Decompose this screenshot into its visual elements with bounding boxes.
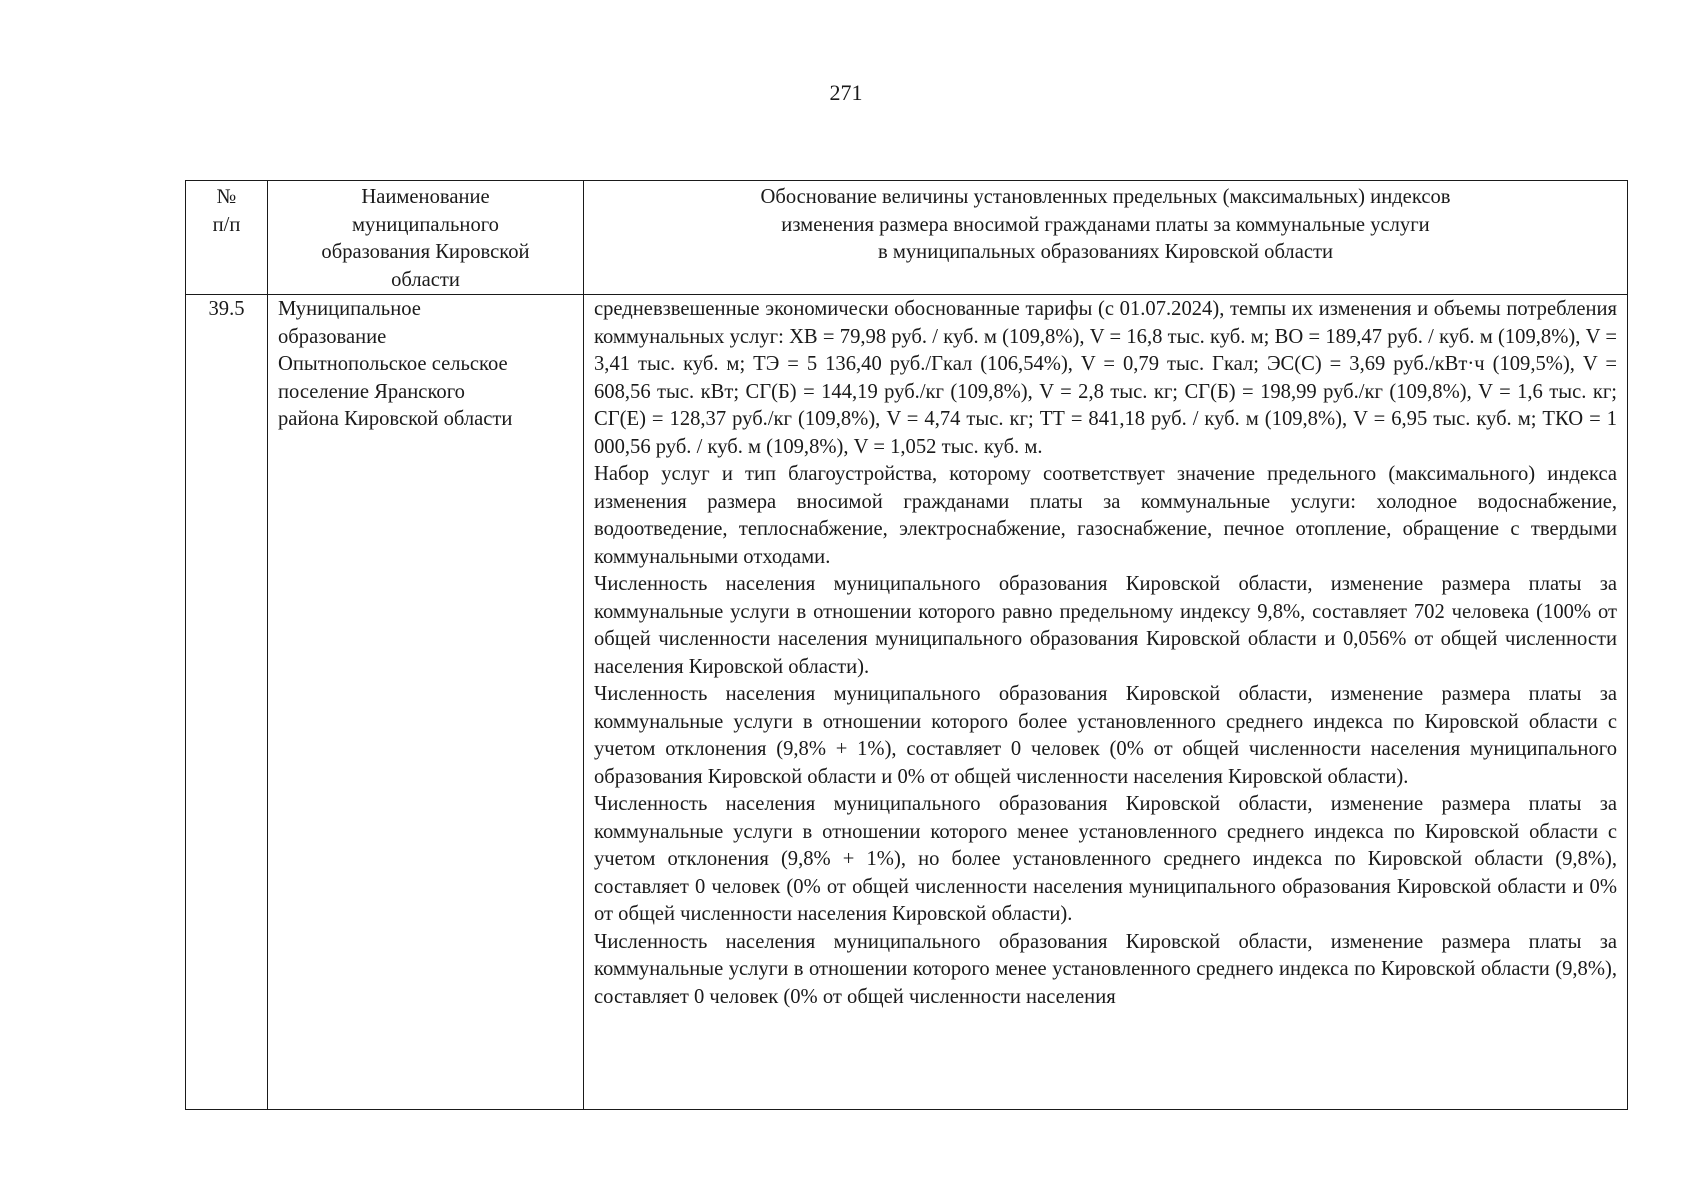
header-name-line: муниципального xyxy=(352,213,499,236)
header-number xyxy=(186,181,268,295)
header-name-line: области xyxy=(391,268,460,291)
table-header-row xyxy=(186,181,1628,295)
municipality-name-line: района Кировской области xyxy=(278,408,513,430)
population-equal-index-paragraph: Численность населения муниципального образования Кировской области, изменение размера платы за коммунальные услуги в отношении которого равно предельному индексу 9,8%, составляет 702 человека (100% от общей численности населения муниципального образования Кировской области и 0,056% от общей численности населения Кировской области). xyxy=(594,573,1617,678)
header-number-line: п/п xyxy=(212,213,241,236)
header-justification xyxy=(584,181,1628,295)
municipality-name-line: Муниципальное xyxy=(278,298,421,320)
header-justification-line: в муниципальных образованиях Кировской области xyxy=(877,241,1334,263)
municipality-name-line: образование xyxy=(278,325,387,348)
row-justification-text xyxy=(584,295,1628,1110)
header-number-line: № xyxy=(216,186,237,208)
municipality-name-line: Опытнопольское сельское xyxy=(278,353,508,375)
header-name-line: образования Кировской xyxy=(321,241,530,263)
header-justification-line: Обоснование величины установленных предельных (максимальных) индексов xyxy=(760,186,1451,208)
header-justification-line: изменения размера вносимой гражданами платы за коммунальные услуги xyxy=(781,213,1430,236)
tariffs-paragraph: средневзвешенные экономически обоснованные тарифы (с 01.07.2024), темпы их изменения и объемы потребления коммунальных услуг: ХВ = 79,98 руб. / куб. м (109,8%), V = 16,8 тыс. куб. м; ВО = 189,47 руб. / куб. м (109,8%), V = 3,41 тыс. куб. м; ТЭ = 5 136,40 руб./Гкал (106,54%), V = 0,79 тыс. Гкал; ЭС(С) = 3,69 руб./кВт·ч (109,5%), V = 608,56 тыс. кВт; СГ(Б) = 144,19 руб./кг (109,8%), V = 2,8 тыс. кг; СГ(Б) = 198,99 руб./кг (109,8%), V = 1,6 тыс. кг; СГ(Е) = 128,37 руб./кг (109,8%), V = 4,74 тыс. кг; ТТ = 841,18 руб. / куб. м (109,8%), V = 6,95 тыс. куб. м; ТКО = 1 000,56 руб. / куб. м (109,8%), V = 1,052 тыс. куб. м. xyxy=(594,298,1617,458)
page-number: 271 xyxy=(829,80,863,105)
population-between-index-paragraph: Численность населения муниципального образования Кировской области, изменение размера платы за коммунальные услуги в отношении которого менее установленного среднего индекса по Кировской области с учетом отклонения (9,8% + 1%), но более установленного среднего индекса по Кировской области (9,8%), составляет 0 человек (0% от общей численности населения муниципального образования Кировской области и 0% от общей численности населения Кировской области). xyxy=(594,793,1617,925)
justification-table xyxy=(185,180,1628,1110)
row-number: 39.5 xyxy=(186,295,268,1110)
header-name-line: Наименование xyxy=(361,186,490,208)
population-above-index-paragraph: Численность населения муниципального образования Кировской области, изменение размера платы за коммунальные услуги в отношении которого более установленного среднего индекса по Кировской области с учетом отклонения (9,8% + 1%), составляет 0 человек (0% от общей численности населения муниципального образования Кировской области и 0% от общей численности населения Кировской области). xyxy=(594,683,1617,788)
services-set-paragraph: Набор услуг и тип благоустройства, которому соответствует значение предельного (максимального) индекса изменения размера вносимой гражданами платы за коммунальные услуги: холодное водоснабжение, водоотведение, теплоснабжение, электроснабжение, газоснабжение, печное отопление, обращение с твердыми коммунальными отходами. xyxy=(594,463,1617,568)
table-row xyxy=(186,295,1628,1110)
municipality-name-line: поселение Яранского xyxy=(278,380,465,403)
header-municipality-name xyxy=(268,181,584,295)
row-municipality-name xyxy=(268,295,584,1110)
population-below-index-paragraph: Численность населения муниципального образования Кировской области, изменение размера платы за коммунальные услуги в отношении которого менее установленного среднего индекса по Кировской области (9,8%), составляет 0 человек (0% от общей численности населения xyxy=(594,930,1617,1008)
